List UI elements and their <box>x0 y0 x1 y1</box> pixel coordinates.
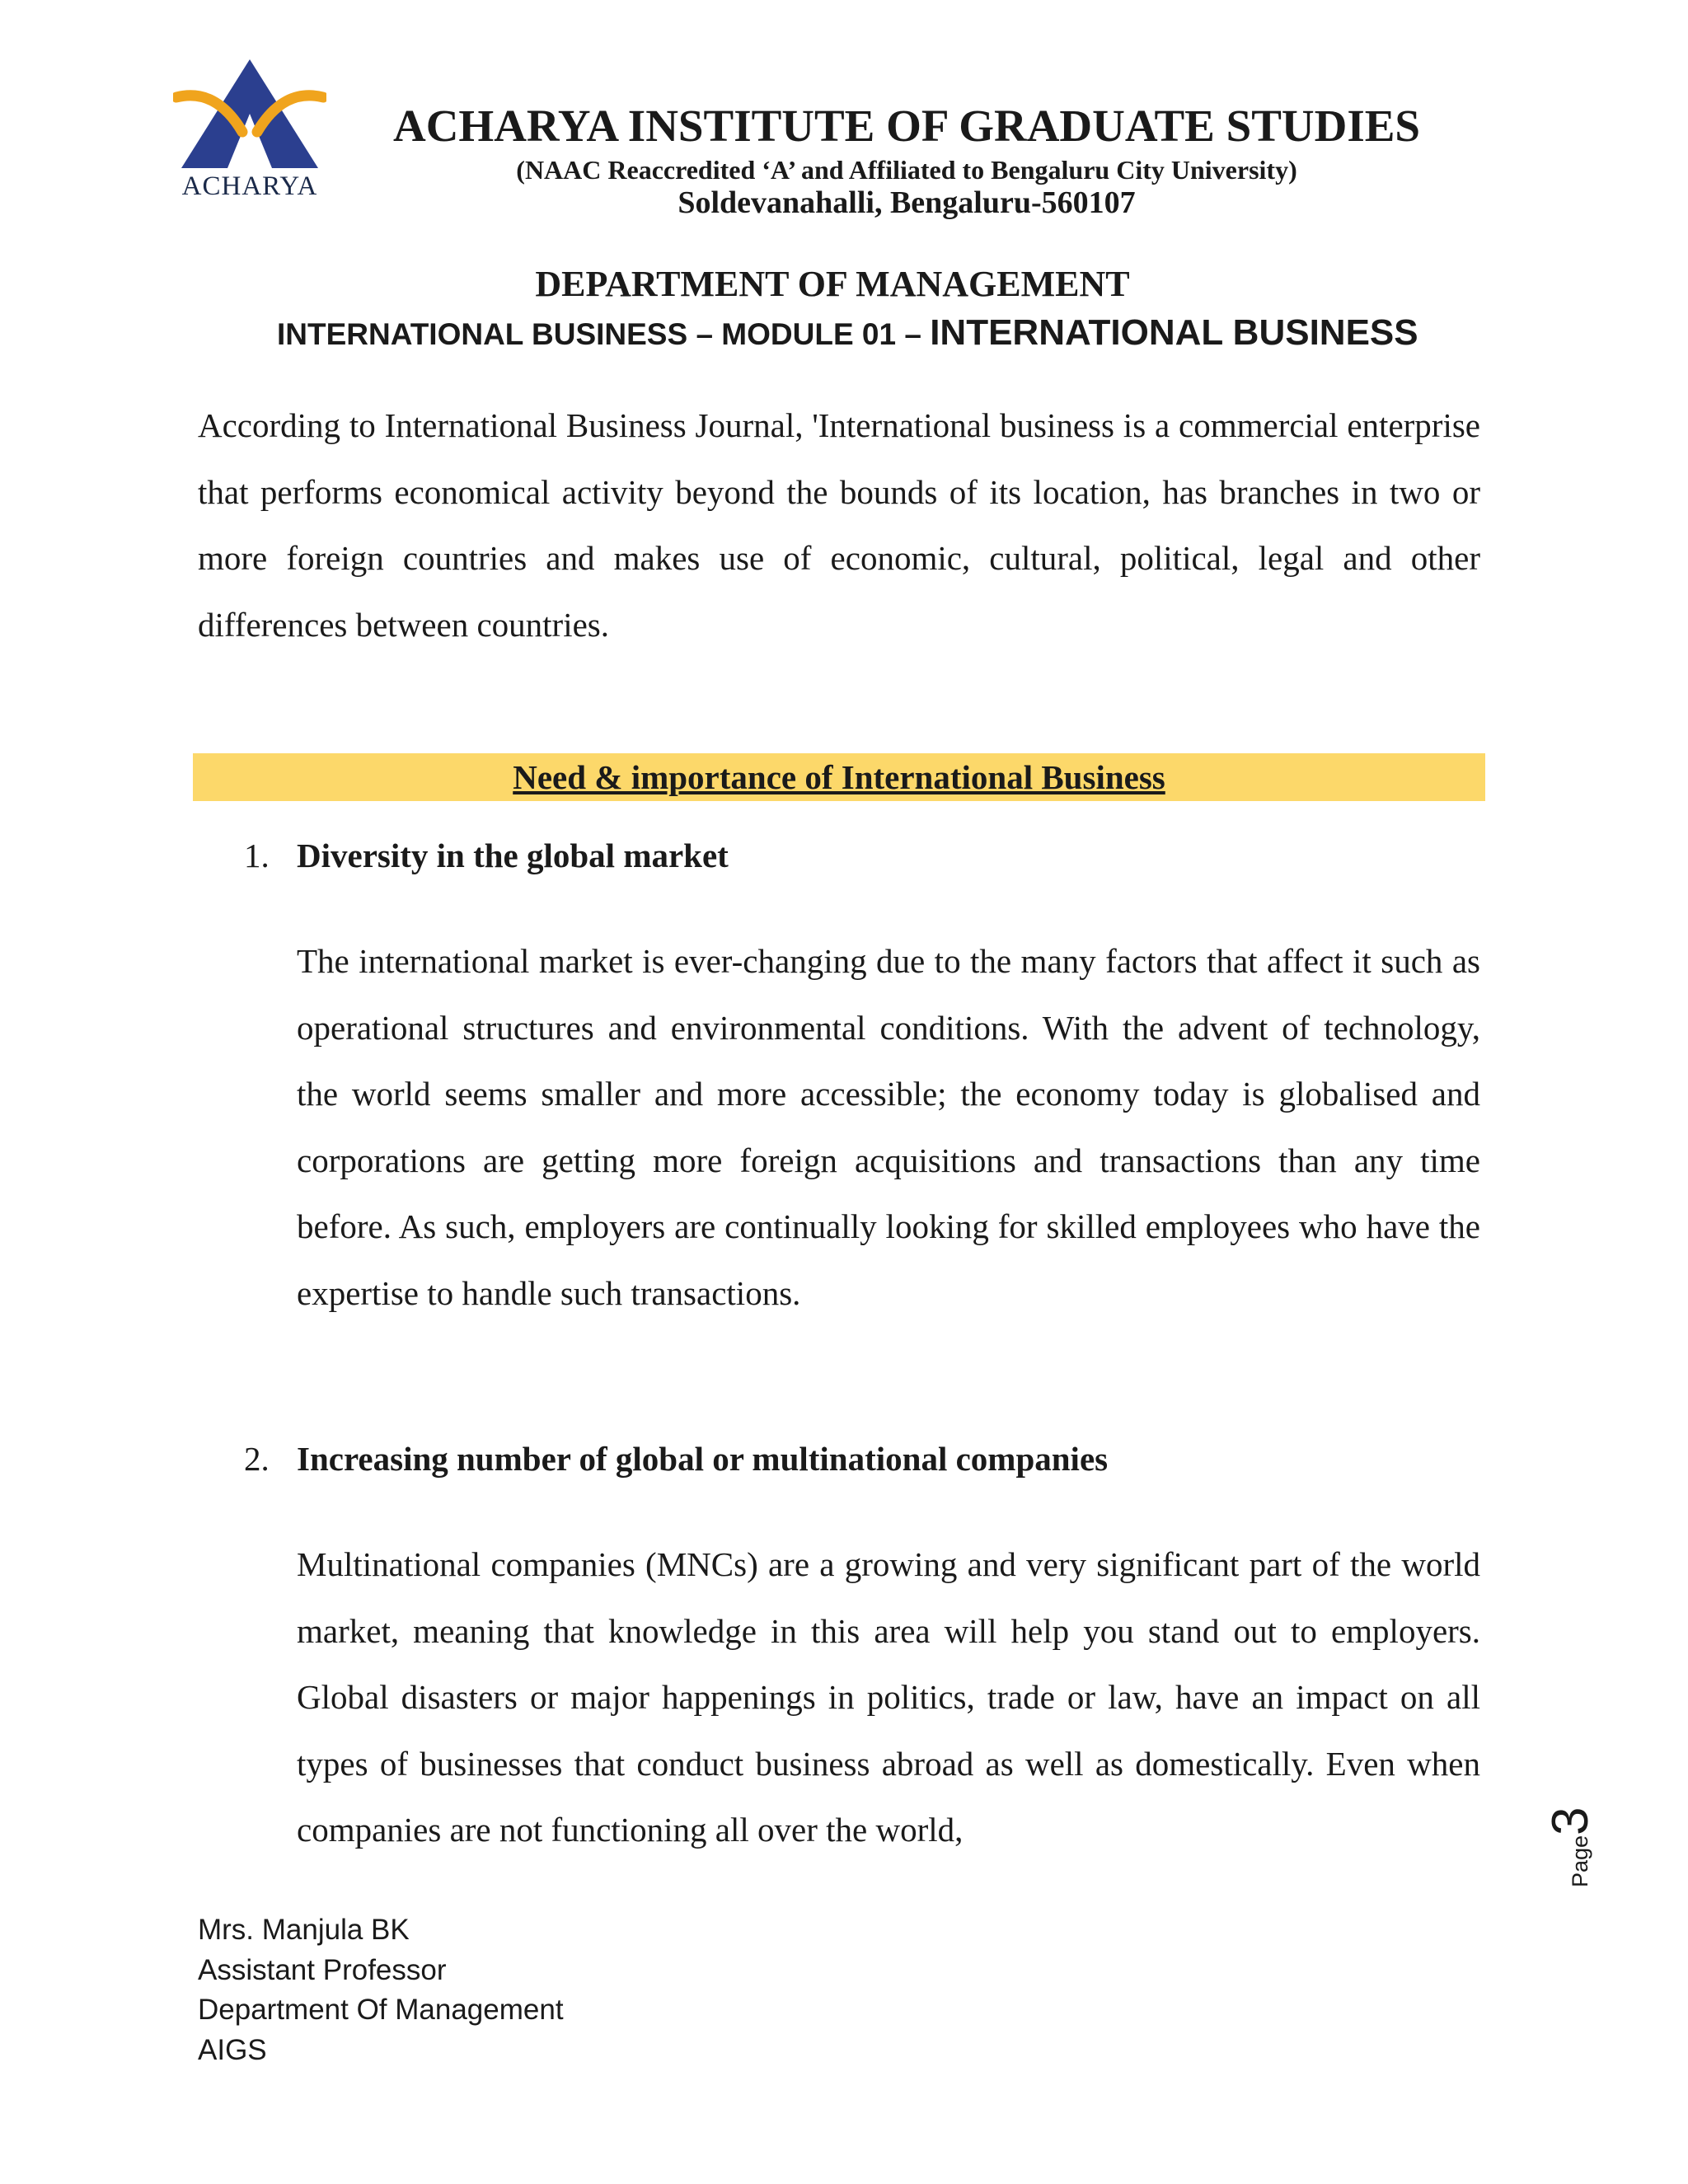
logo-wordmark: ACHARYA <box>181 171 318 201</box>
institute-name: ACHARYA INSTITUTE OF GRADUATE STUDIES <box>392 101 1421 151</box>
footer-author-block <box>198 1910 564 2070</box>
page-label: Page <box>1568 1835 1592 1887</box>
section-title: Need & importance of International Business <box>513 758 1165 796</box>
footer-name: Mrs. Manjula BK <box>198 1914 410 1946</box>
module-heading <box>277 310 1418 358</box>
item-body: Multinational companies (MNCs) are a growing and very significant part of the world market, meaning that knowledge in this area will help you stand out to employers. Global disasters or major happenings in politics, trade or law, have an impact on all types of businesses that conduct business abroad as well as domestically. Even when companies are not functioning all over the world, <box>297 1545 1480 1849</box>
item-heading: Increasing number of global or multinational companies <box>297 1440 1109 1478</box>
footer-department: Department Of Management <box>198 1994 564 2026</box>
footer-title: Assistant Professor <box>198 1953 447 1986</box>
item-number: 1. <box>244 837 270 874</box>
footer-institute: AIGS <box>198 2033 267 2066</box>
institute-address: Soldevanahalli, Bengaluru-560107 <box>678 185 1136 220</box>
accreditation-line: (NAAC Reaccredited ‘A’ and Affiliated to Bengaluru City University) <box>516 155 1297 185</box>
module-title: INTERNATIONAL BUSINESS <box>930 312 1418 353</box>
page-number <box>1541 1755 1615 1887</box>
department-heading: DEPARTMENT OF MANAGEMENT <box>535 264 1130 304</box>
item-heading: Diversity in the global market <box>297 837 729 874</box>
module-prefix: INTERNATIONAL BUSINESS – MODULE 01 – <box>277 317 931 351</box>
item-number: 2. <box>244 1440 270 1478</box>
intro-paragraph: According to International Business Journal, 'International business is a commercial enterprise that performs economical activity beyond the bounds of its location, has branches in two or more foreign countries and makes use of economic, cultural, political, legal and other differences between countries. <box>198 406 1480 644</box>
item-body: The international market is ever-changing due to the many factors that affect it such as operational structures and environmental conditions. With the advent of technology, the world seems smaller and more accessible; the economy today is globalised and corporations are getting more foreign acquisitions and transactions than any time before. As such, employers are continually looking for skilled employees who have the expertise to handle such transactions. <box>297 942 1480 1312</box>
page-number-value: 3 <box>1542 1807 1599 1835</box>
